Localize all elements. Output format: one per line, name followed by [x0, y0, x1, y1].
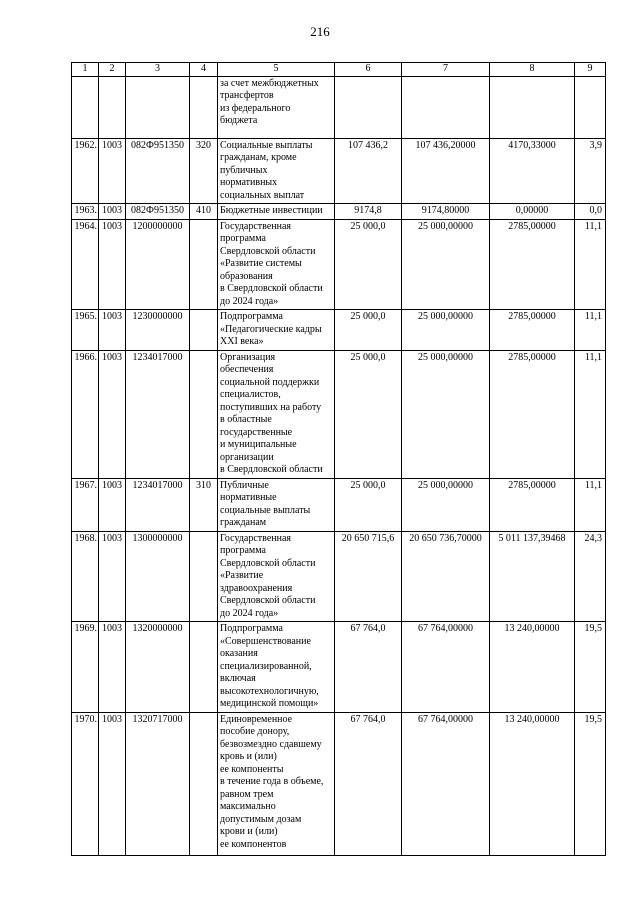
- table-row: [72, 622, 606, 713]
- section-code-cell: 1003: [99, 531, 126, 622]
- table-row: [72, 76, 606, 138]
- executed-amount-cell: 13 240,00000: [490, 622, 575, 713]
- adjusted-amount-cell: 67 764,00000: [402, 712, 490, 855]
- target-article-code-cell: 082Ф951350: [126, 204, 190, 220]
- approved-amount-cell: 67 764,0: [335, 622, 402, 713]
- column-header-1: 1: [72, 63, 99, 77]
- section-code-cell: 1003: [99, 219, 126, 310]
- adjusted-amount-cell: 107 436,20000: [402, 138, 490, 204]
- approved-amount-cell: 25 000,0: [335, 350, 402, 478]
- page-number: 216: [310, 24, 330, 39]
- section-code-cell: 1003: [99, 478, 126, 531]
- table-row: [72, 350, 606, 478]
- expense-type-code-cell: [190, 310, 218, 351]
- section-code-cell: 1003: [99, 350, 126, 478]
- execution-percent-cell: 3,9: [575, 138, 606, 204]
- table-row: [72, 531, 606, 622]
- item-name-cell: Государственная программа Свердловской области «Развитие системы образования в Свердловской области до 2024 года»: [218, 219, 335, 310]
- target-article-code-cell: 1200000000: [126, 219, 190, 310]
- execution-percent-cell: 19,5: [575, 712, 606, 855]
- expense-type-code-cell: 320: [190, 138, 218, 204]
- adjusted-amount-cell: 9174,80000: [402, 204, 490, 220]
- column-header-5: 5: [218, 63, 335, 77]
- section-code-cell: 1003: [99, 138, 126, 204]
- row-number-cell: 1970.: [72, 712, 99, 855]
- adjusted-amount-cell: [402, 76, 490, 138]
- table-row: [72, 219, 606, 310]
- expense-type-code-cell: [190, 622, 218, 713]
- approved-amount-cell: 67 764,0: [335, 712, 402, 855]
- target-article-code-cell: 1320000000: [126, 622, 190, 713]
- expense-type-code-cell: 310: [190, 478, 218, 531]
- execution-percent-cell: 24,3: [575, 531, 606, 622]
- execution-percent-cell: 0,0: [575, 204, 606, 220]
- item-name-cell: Бюджетные инвестиции: [218, 204, 335, 220]
- expense-type-code-cell: [190, 76, 218, 138]
- approved-amount-cell: 25 000,0: [335, 310, 402, 351]
- adjusted-amount-cell: 20 650 736,70000: [402, 531, 490, 622]
- column-header-6: 6: [335, 63, 402, 77]
- execution-percent-cell: [575, 76, 606, 138]
- column-header-7: 7: [402, 63, 490, 77]
- section-code-cell: 1003: [99, 204, 126, 220]
- section-code-cell: 1003: [99, 310, 126, 351]
- approved-amount-cell: 20 650 715,6: [335, 531, 402, 622]
- item-name-cell: Государственная программа Свердловской области «Развитие здравоохранения Свердловской области до 2024 года»: [218, 531, 335, 622]
- executed-amount-cell: 5 011 137,39468: [490, 531, 575, 622]
- column-header-4: 4: [190, 63, 218, 77]
- approved-amount-cell: 107 436,2: [335, 138, 402, 204]
- target-article-code-cell: 1230000000: [126, 310, 190, 351]
- target-article-code-cell: 1234017000: [126, 478, 190, 531]
- section-code-cell: 1003: [99, 712, 126, 855]
- expense-type-code-cell: 410: [190, 204, 218, 220]
- adjusted-amount-cell: 25 000,00000: [402, 350, 490, 478]
- row-number-cell: 1966.: [72, 350, 99, 478]
- executed-amount-cell: 2785,00000: [490, 310, 575, 351]
- column-header-9: 9: [575, 63, 606, 77]
- approved-amount-cell: 25 000,0: [335, 219, 402, 310]
- table-row: [72, 310, 606, 351]
- execution-percent-cell: 11,1: [575, 350, 606, 478]
- adjusted-amount-cell: 25 000,00000: [402, 219, 490, 310]
- execution-percent-cell: 11,1: [575, 219, 606, 310]
- table-row: [72, 478, 606, 531]
- target-article-code-cell: 1300000000: [126, 531, 190, 622]
- adjusted-amount-cell: 25 000,00000: [402, 478, 490, 531]
- expense-type-code-cell: [190, 219, 218, 310]
- executed-amount-cell: 13 240,00000: [490, 712, 575, 855]
- expense-type-code-cell: [190, 350, 218, 478]
- item-name-cell: за счет межбюджетных трансфертов из федерального бюджета: [218, 76, 335, 138]
- table-body: [72, 76, 606, 855]
- target-article-code-cell: 082Ф951350: [126, 138, 190, 204]
- item-name-cell: Публичные нормативные социальные выплаты гражданам: [218, 478, 335, 531]
- approved-amount-cell: [335, 76, 402, 138]
- expense-type-code-cell: [190, 531, 218, 622]
- row-number-cell: 1967.: [72, 478, 99, 531]
- section-code-cell: 1003: [99, 622, 126, 713]
- target-article-code-cell: 1320717000: [126, 712, 190, 855]
- column-header-2: 2: [99, 63, 126, 77]
- budget-table: [71, 62, 606, 856]
- column-header-8: 8: [490, 63, 575, 77]
- executed-amount-cell: 4170,33000: [490, 138, 575, 204]
- item-name-cell: Единовременное пособие донору, безвозмездно сдавшему кровь и (или) ее компоненты в течение года в объеме, равном трем максимально допустимым дозам крови и (или) ее компонентов: [218, 712, 335, 855]
- table-row: [72, 712, 606, 855]
- row-number-cell: 1962.: [72, 138, 99, 204]
- row-number-cell: 1964.: [72, 219, 99, 310]
- item-name-cell: Подпрограмма «Педагогические кадры XXI века»: [218, 310, 335, 351]
- executed-amount-cell: 2785,00000: [490, 350, 575, 478]
- row-number-cell: 1965.: [72, 310, 99, 351]
- table-row: [72, 138, 606, 204]
- adjusted-amount-cell: 25 000,00000: [402, 310, 490, 351]
- execution-percent-cell: 19,5: [575, 622, 606, 713]
- row-number-cell: 1969.: [72, 622, 99, 713]
- item-name-cell: Социальные выплаты гражданам, кроме публичных нормативных социальных выплат: [218, 138, 335, 204]
- executed-amount-cell: 2785,00000: [490, 478, 575, 531]
- executed-amount-cell: [490, 76, 575, 138]
- adjusted-amount-cell: 67 764,00000: [402, 622, 490, 713]
- approved-amount-cell: 25 000,0: [335, 478, 402, 531]
- row-number-cell: 1963.: [72, 204, 99, 220]
- executed-amount-cell: 2785,00000: [490, 219, 575, 310]
- expense-type-code-cell: [190, 712, 218, 855]
- item-name-cell: Подпрограмма «Совершенствование оказания специализированной, включая высокотехнологичную, медицинской помощи»: [218, 622, 335, 713]
- execution-percent-cell: 11,1: [575, 310, 606, 351]
- execution-percent-cell: 11,1: [575, 478, 606, 531]
- executed-amount-cell: 0,00000: [490, 204, 575, 220]
- table-row: [72, 204, 606, 220]
- row-number-cell: [72, 76, 99, 138]
- row-number-cell: 1968.: [72, 531, 99, 622]
- approved-amount-cell: 9174,8: [335, 204, 402, 220]
- target-article-code-cell: [126, 76, 190, 138]
- target-article-code-cell: 1234017000: [126, 350, 190, 478]
- column-header-3: 3: [126, 63, 190, 77]
- table-header-row: [72, 63, 606, 77]
- section-code-cell: [99, 76, 126, 138]
- item-name-cell: Организация обеспечения социальной поддержки специалистов, поступивших на работу в областные государственные и муниципальные организации в Свердловской области: [218, 350, 335, 478]
